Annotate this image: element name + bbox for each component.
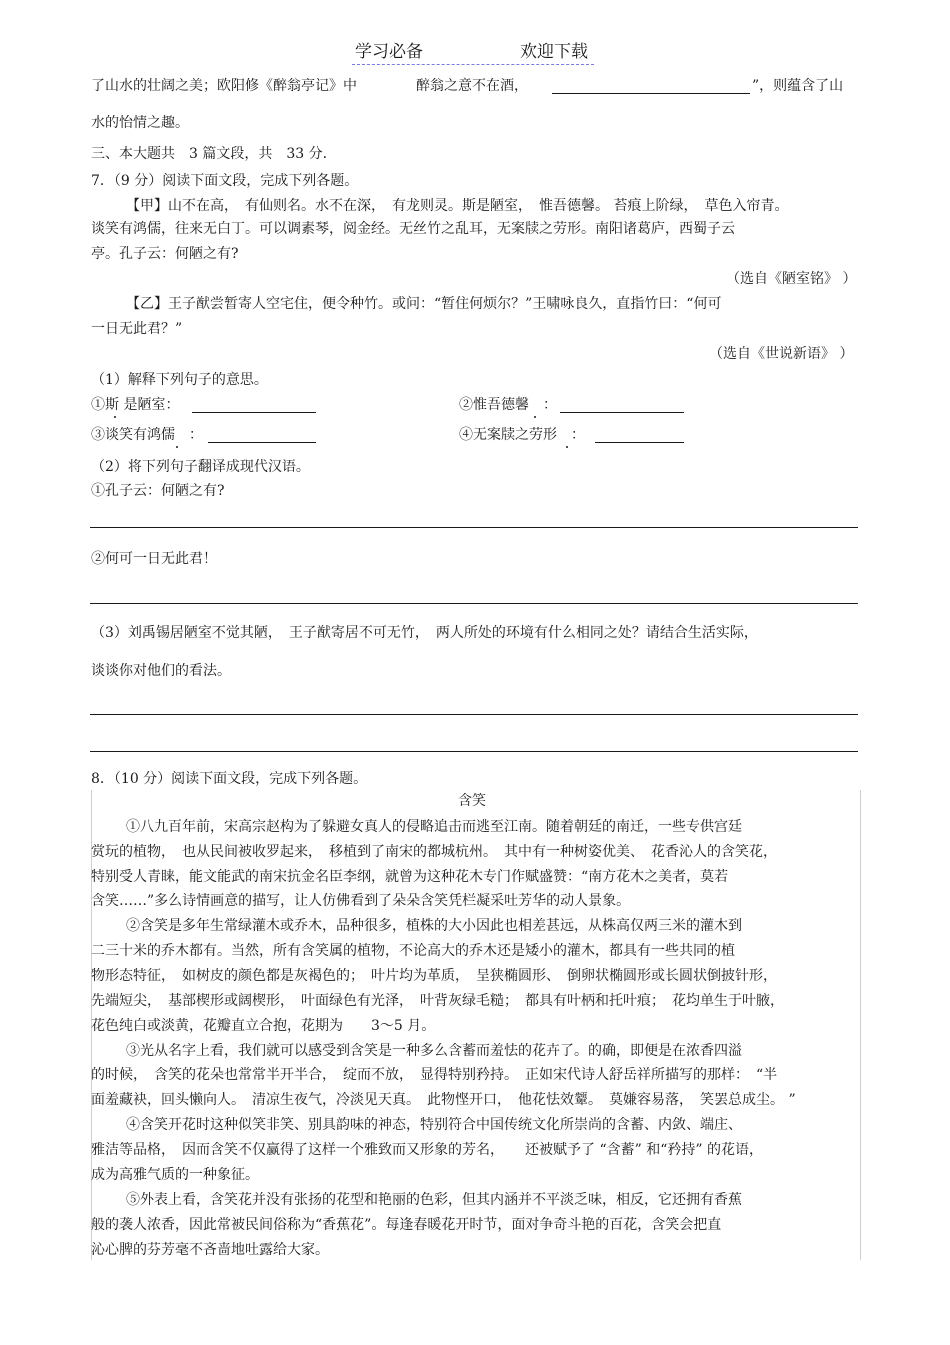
article-p4-line-3: 成为高雅气质的一种象征。 [91, 1167, 259, 1183]
article-title: 含笑 [458, 793, 486, 809]
article-p4-line-1: ④含笑开花时这种似笑非笑、别具韵味的神态，特别符合中国传统文化所崇尚的含蓄、内敛、端庄、 [126, 1117, 742, 1133]
emphasis-dot [176, 446, 178, 448]
q7-sub1-item-2: ②惟吾德馨 ： [459, 397, 557, 413]
q7-sub1-blank-1[interactable] [192, 412, 316, 413]
intro-answer-blank[interactable] [552, 93, 750, 94]
article-p5-line-3: 沁心脾的芬芳毫不吝啬地吐露给大家。 [91, 1242, 329, 1258]
emphasis-dot [114, 416, 116, 418]
q7-sub3-line-1: （3）刘禹锡居陋室不觉其陋， 王子猷寄居不可无竹， 两人所处的环境有什么相同之处？请结合生活实际， [91, 625, 758, 641]
q7-sub1-item-4: ④无案牍之劳形 ： [459, 427, 585, 443]
q7-sub1-blank-3[interactable] [208, 442, 316, 443]
q7-sub3-answer-line-1[interactable] [90, 714, 858, 715]
header-underline [352, 64, 594, 65]
page-header-right: 欢迎下载 [520, 42, 588, 62]
article-p3-line-1: ③光从名字上看，我们就可以感受到含笑是一种多么含蓄而羞怯的花卉了。的确，即便是在浓香四溢 [126, 1043, 742, 1059]
q7-yi-line-2: 一日无此君？” [91, 321, 183, 337]
article-p1-line-3: 特别受人青睐，能文能武的南宋抗金名臣李纲，就曾为这种花木专门作赋盛赞：“南方花木之美者，莫若 [91, 869, 729, 885]
q7-jia-line-2: 谈笑有鸿儒，往来无白丁。可以调素琴，阅金经。无丝竹之乱耳，无案牍之劳形。南阳诸葛庐，西蜀子云 [91, 221, 735, 237]
article-p5-line-2: 般的袭人浓香，因此常被民间俗称为“香蕉花”。每逢春暖花开时节，面对争奇斗艳的百花，含笑会把直 [91, 1217, 722, 1233]
q7-sub2-answer-line-2[interactable] [90, 603, 858, 604]
intro-line-1a: 了山水的壮阔之美；欧阳修《醉翁亭记》中 [91, 78, 357, 94]
article-p4-line-2: 雅洁等品格， 因而含笑不仅赢得了这样一个雅致而又形象的芳名， 还被赋予了 “含蓄” 和“矜持” 的花语， [91, 1142, 763, 1158]
q7-title: 7．（9 分）阅读下面文段，完成下列各题。 [91, 173, 359, 189]
q7-sub1-blank-2[interactable] [560, 412, 684, 413]
article-right-border [860, 790, 861, 1260]
q7-sub3-answer-line-2[interactable] [90, 751, 858, 752]
intro-line-1b: 醉翁之意不在酒， [416, 78, 528, 94]
article-p3-line-3: 面羞藏袂，回头懒向人。 清凉生夜气，冷淡见天真。 此物悭开口， 他花怯效颦。 莫嫌容易落， 笑罢总成尘。 ” [91, 1092, 796, 1108]
q7-sub1-item-1: ①斯 是陋室： [91, 397, 180, 413]
intro-line-1c: ”，则蕴含了山 [752, 78, 844, 94]
q8-title: 8．（10 分）阅读下面文段，完成下列各题。 [91, 771, 368, 787]
q7-jia-line-3: 亭。孔子云：何陋之有? [91, 246, 239, 262]
section-3-heading: 三、本大题共 3 篇文段，共 33 分. [91, 146, 328, 162]
article-p1-line-2: 赏玩的植物， 也从民间被收罗起来， 移植到了南宋的都城杭州。 其中有一种树姿优美、 花香沁人的含笑花， [91, 844, 777, 860]
article-p1-line-4: 含笑……”多么诗情画意的描写，让人仿佛看到了朵朵含笑凭栏凝采吐芳华的动人景象。 [91, 893, 631, 909]
article-p2-line-5: 花色纯白或淡黄，花瓣直立合抱，花期为 3～5 月。 [91, 1018, 436, 1034]
article-p2-line-2: 二三十米的乔木都有。当然，所有含笑属的植物，不论高大的乔木还是矮小的灌木，都具有一些共同的植 [91, 943, 735, 959]
q7-yi-source: （选自《世说新语》 ） [709, 346, 854, 362]
article-p2-line-1: ②含笑是多年生常绿灌木或乔木，品种很多，植株的大小因此也相差甚远，从株高仅两三米的灌木到 [126, 918, 742, 934]
q7-sub2-item-2: ②何可一日无此君！ [91, 551, 217, 567]
q7-sub2-item-1: ①孔子云：何陋之有? [91, 483, 225, 499]
article-p5-line-1: ⑤外表上看，含笑花并没有张扬的花型和艳丽的色彩，但其内涵并不平淡乏味，相反，它还拥有香蕉 [126, 1192, 742, 1208]
q7-sub1-item-3: ③谈笑有鸿儒 ： [91, 427, 203, 443]
page-header-left: 学习必备 [355, 42, 423, 62]
q7-sub2-answer-line-1[interactable] [90, 527, 858, 528]
article-p3-line-2: 的时候， 含笑的花朵也常常半开半合， 绽而不放， 显得特别矜持。 正如宋代诗人舒岳祥所描写的那样： “半 [91, 1067, 778, 1083]
q7-sub1-blank-4[interactable] [595, 442, 684, 443]
emphasis-dot [566, 446, 568, 448]
q7-sub1-title: （1）解释下列句子的意思。 [91, 372, 268, 388]
article-p2-line-3: 物形态特征， 如树皮的颜色都是灰褐色的； 叶片均为革质， 呈狭椭圆形、 倒卵状椭圆形或长圆状倒披针形， [91, 968, 777, 984]
intro-line-2: 水的怡情之趣。 [91, 115, 189, 131]
emphasis-dot [534, 416, 536, 418]
q7-jia-line-1: 【甲】山不在高， 有仙则名。水不在深， 有龙则灵。斯是陋室， 惟吾德馨。 苔痕上阶绿， 草色入帘青。 [126, 198, 789, 214]
q7-jia-source: （选自《陋室铭》 ） [726, 271, 857, 287]
q7-yi-line-1: 【乙】王子猷尝暂寄人空宅住，便令种竹。或问：“暂住何烦尔？”王啸咏良久，直指竹曰：“何可 [126, 296, 722, 312]
article-p2-line-4: 先端短尖， 基部楔形或阔楔形， 叶面绿色有光泽， 叶背灰绿毛糙； 都具有叶柄和托叶痕； 花均单生于叶腋， [91, 993, 784, 1009]
article-p1-line-1: ①八九百年前，宋高宗赵构为了躲避女真人的侵略追击而逃至江南。随着朝廷的南迁，一些专供宫廷 [126, 819, 742, 835]
q7-sub3-line-2: 谈谈你对他们的看法。 [91, 663, 231, 679]
q7-sub2-title: （2）将下列句子翻译成现代汉语。 [91, 459, 310, 475]
